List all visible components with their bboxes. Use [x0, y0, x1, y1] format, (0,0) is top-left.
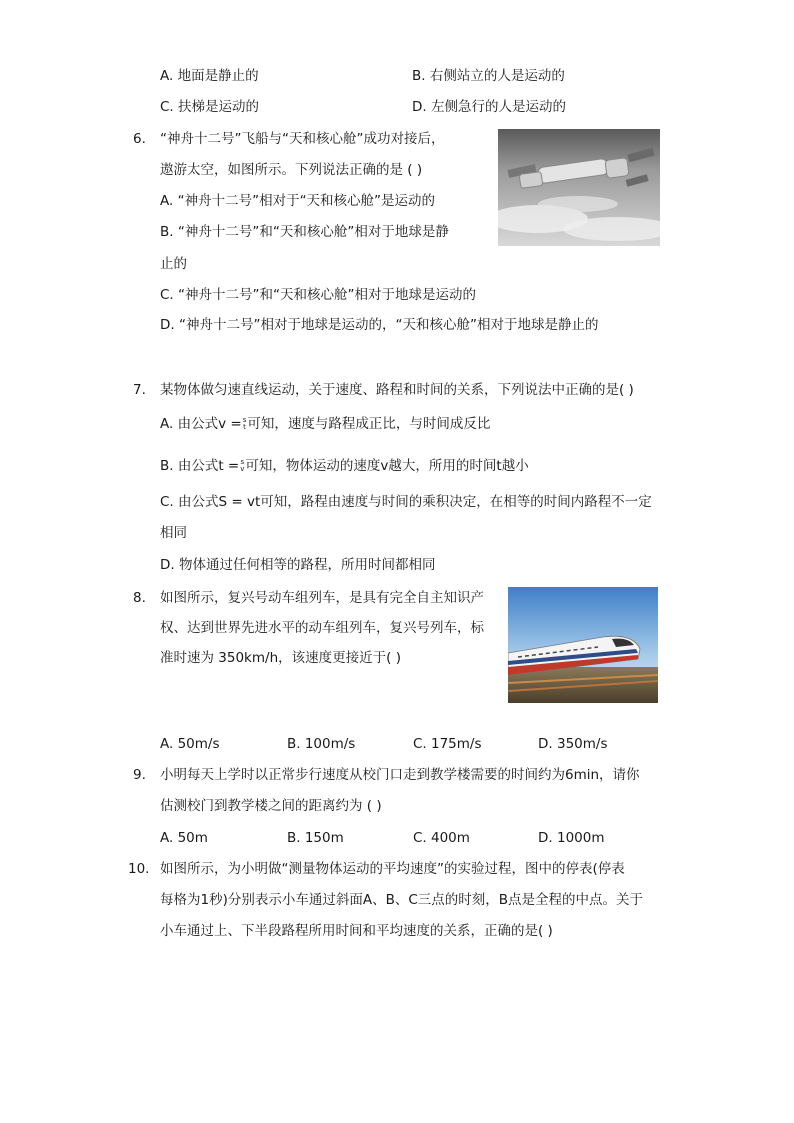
q9-option-b: B. 150m	[287, 830, 344, 846]
q8-option-b: B. 100m/s	[287, 736, 356, 752]
q6-option-d: D. “神舟十二号”相对于地球是运动的，“天和核心舱”相对于地球是静止的	[160, 317, 599, 333]
q9-line1: 小明每天上学时以正常步行速度从校门口走到教学楼需要的时间约为6min，请你	[160, 767, 640, 783]
q7-option-c-line2: 相同	[160, 525, 187, 541]
q6-option-a: A. “神舟十二号”相对于“天和核心舱”是运动的	[160, 193, 436, 209]
q8-number: 8.	[133, 590, 146, 606]
train-photo	[508, 587, 658, 703]
q6-stem-line1: “神舟十二号”飞船与“天和核心舱”成功对接后，	[160, 131, 445, 147]
q6-option-b-line2: 止的	[160, 256, 187, 272]
q9-number: 9.	[133, 767, 146, 783]
fraction-numerator: s	[242, 416, 247, 424]
q8-option-d: D. 350m/s	[538, 736, 608, 752]
q10-line3: 小车通过上、下半段路程所用时间和平均速度的关系，正确的是( )	[160, 923, 553, 939]
q6-stem-line2: 遨游太空，如图所示。下列说法正确的是 ( )	[160, 162, 423, 178]
q7-option-a-prefix: A. 由公式v =	[160, 416, 242, 432]
q9-option-d: D. 1000m	[538, 830, 605, 846]
q7-number: 7.	[133, 382, 146, 398]
q6-option-b-line1: B. “神舟十二号”和“天和核心舱”相对于地球是静	[160, 224, 449, 240]
q8-option-c: C. 175m/s	[413, 736, 482, 752]
q7-option-b-fraction	[240, 459, 244, 473]
q7-option-b-text: 可知，物体运动的速度v越大，所用的时间t越小	[245, 458, 529, 474]
q7-option-c-line1: C. 由公式S = vt可知，路程由速度与时间的乘积决定，在相等的时间内路程不一定	[160, 494, 652, 510]
q10-line2: 每格为1秒)分别表示小车通过斜面A、B、C三点的时刻，B点是全程的中点。关于	[160, 892, 644, 908]
q7-option-a	[160, 414, 490, 434]
q7-option-b-prefix: B. 由公式t =	[160, 458, 240, 474]
q10-line1: 如图所示，为小明做“测量物体运动的平均速度”的实验过程，图中的停表(停表	[160, 861, 625, 877]
q8-line2: 权、达到世界先进水平的动车组列车，复兴号列车，标	[160, 620, 484, 636]
q7-option-d: D. 物体通过任何相等的路程，所用时间都相同	[160, 557, 436, 573]
q9-option-c: C. 400m	[413, 830, 470, 846]
q8-option-a: A. 50m/s	[160, 736, 220, 752]
q5-option-d: D. 左侧急行的人是运动的	[412, 99, 566, 115]
q5-option-b: B. 右侧站立的人是运动的	[412, 68, 565, 84]
q5-option-a: A. 地面是静止的	[160, 68, 259, 84]
q7-stem: 某物体做匀速直线运动，关于速度、路程和时间的关系，下列说法中正确的是( )	[160, 382, 634, 398]
fraction-denominator: t	[243, 423, 246, 431]
q6-number: 6.	[133, 131, 146, 147]
q6-option-c: C. “神舟十二号”和“天和核心舱”相对于地球是运动的	[160, 287, 476, 303]
q9-line2: 估测校门到教学楼之间的距离约为 ( )	[160, 798, 382, 814]
spacecraft-docking-photo	[498, 129, 660, 246]
fraction-numerator: s	[240, 458, 245, 466]
fraction-denominator: v	[240, 465, 245, 473]
q9-option-a: A. 50m	[160, 830, 208, 846]
q7-option-a-text: 可知，速度与路程成正比，与时间成反比	[247, 416, 491, 432]
q10-number: 10.	[128, 861, 150, 877]
q7-option-b	[160, 456, 529, 476]
q8-line3: 准时速为 350km/h，该速度更接近于( )	[160, 650, 401, 666]
q5-option-c: C. 扶梯是运动的	[160, 99, 260, 115]
q8-line1: 如图所示，复兴号动车组列车，是具有完全自主知识产	[160, 590, 484, 606]
q7-option-a-fraction	[243, 417, 247, 431]
